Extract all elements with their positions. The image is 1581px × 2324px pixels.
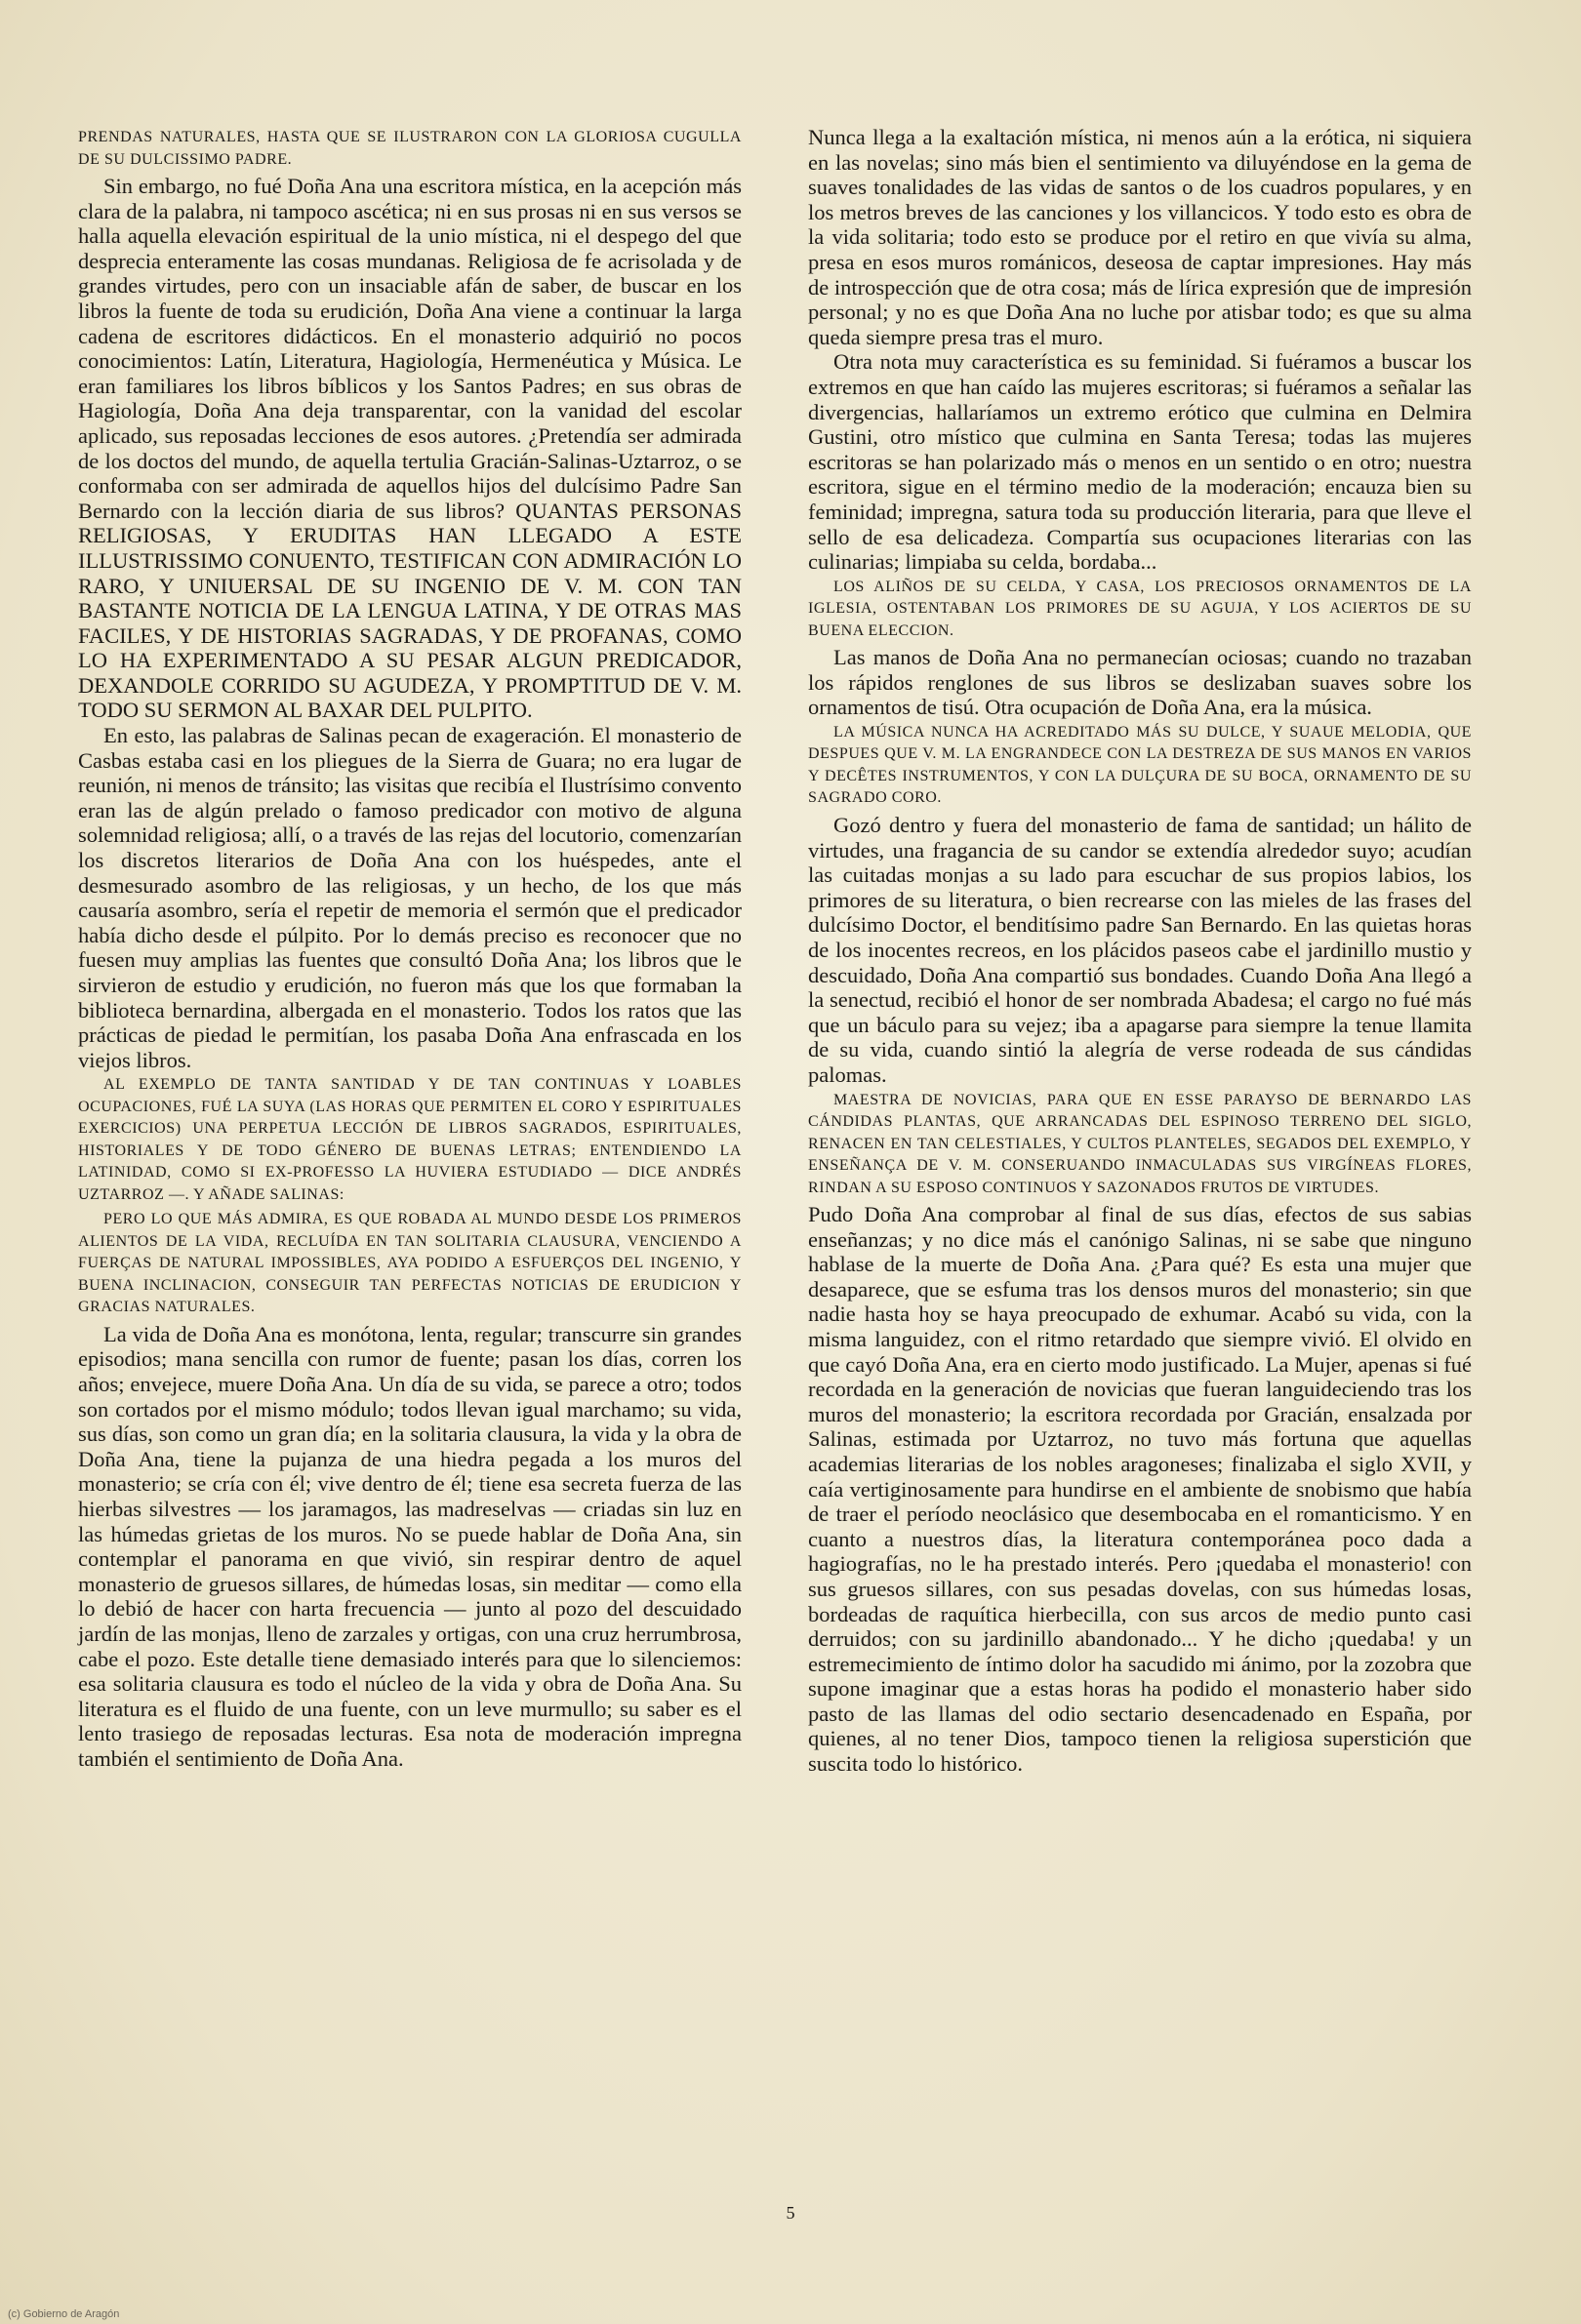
paragraph: Otra nota muy característica es su feminidad. Si fuéramos a buscar los extremos en que han caído las mujeres escritoras; si fuéramos a señalar las divergencias, hallaríamos un extremo erótico que culmina en Delmira Gustini, otro místico que culmina en Santa Teresa; todas las mujeres escritoras se han polarizado más o menos en un sentido o en otro; nuestra escritora, sigue en el término medio de la moderación; encauza bien su feminidad; impregna, satura toda su producción literaria, para que lleve el sello de esa delicadeza. Compartía sus ocupaciones literarias con las culinarias; limpiaba su celda, bordaba... — [808, 349, 1472, 575]
quoted-passage: AL EXEMPLO DE TANTA SANTIDAD Y DE TAN CONTINUAS Y LOABLES OCUPACIONES, FUÉ LA SUYA (LAS HORAS QUE PERMITEN EL CORO Y ESPIRITUALES EXERCICIOS) UNA PERPETUA LECCIÓN DE LIBROS SAGRADOS, ESPIRITUALES, HISTORIALES Y DE TODO GÉNERO DE BUENAS LETRAS; ENTENDIENDO LA LATINIDAD, COMO SI EX-PROFESSO LA HUVIERA ESTUDIADO — DICE ANDRÉS UZTARROZ —. Y AÑADE SALINAS: — [78, 1076, 742, 1203]
right-column — [808, 125, 1472, 1777]
paragraph: En esto, las palabras de Salinas pecan de exageración. El monasterio de Casbas estaba casi en los pliegues de la Sierra de Guara; no era lugar de reunión, ni menos de tránsito; las visitas que recibía el Ilustrísimo convento eran las de algún prelado o famoso predicador con motivo de alguna solemnidad religiosa; allí, o a través de las rejas del locutorio, comenzarían los discretos literarios de Doña Ana con los huéspedes, ante el desmesurado asombro de las religiosas, y un hecho, de los que más causaría asombro, sería el repetir de memoria el sermón que el predicador había dicho desde el púlpito. Por lo demás preciso es reconocer que no fuesen muy amplias las fuentes que consultó Doña Ana; los libros que le sirvieron de estudio y erudición, no fueron más que los que formaban la biblioteca bernardina, albergada en el monasterio. Todos los ratos que las prácticas de piedad le permitían, los pasaba Doña Ana enfrascada en los viejos libros. — [78, 723, 742, 1072]
quoted-passage: LA MÚSICA NUNCA HA ACREDITADO MÁS SU DULCE, Y SUAUE MELODIA, QUE DESPUES QUE V. M. LA ENGRANDECE CON LA DESTREZA DE SUS MANOS EN VARIOS Y DECÊTES INSTRUMENTOS, Y CON LA DULÇURA DE SU BOCA, ORNAMENTO DE SU SAGRADO CORO. — [808, 723, 1472, 807]
copyright-credit: (c) Gobierno de Aragón — [8, 2308, 120, 2320]
paragraph: Las manos de Doña Ana no permanecían ociosas; cuando no trazaban los rápidos renglones de sus libros se deslizaban suaves sobre los ornamentos de tisú. Otra ocupación de Doña Ana, era la música. — [808, 645, 1472, 720]
quoted-passage: PERO LO QUE MÁS ADMIRA, ES QUE ROBADA AL MUNDO DESDE LOS PRIMEROS ALIENTOS DE LA VIDA, RECLUÍDA EN TAN SOLITARIA CLAUSURA, VENCIENDO A FUERÇAS DE NATURAL IMPOSSIBLES, AYA PODIDO A ESFUERÇOS DEL INGENIO, Y BUENA INCLINACION, CONSEGUIR TAN PERFECTAS NOTICIAS DE ERUDICION Y GRACIAS NATURALES. — [78, 1211, 742, 1316]
paragraph: Pudo Doña Ana comprobar al final de sus días, efectos de sus sabias enseñanzas; y no dice más el canónigo Salinas, ni se sabe que ninguno hablase de la muerte de Doña Ana. ¿Para qué? Es esta una mujer que desaparece, que se esfuma tras los densos muros del monasterio; sin que nadie hasta hoy se haya preocupado de exhumar. Acabó su vida, con la misma languidez, con el ritmo retardado que siempre vivió. El olvido en que cayó Doña Ana, era en cierto modo justificado. La Mujer, apenas si fué recordada en la generación de novicias que fueran languideciendo tras los muros del monasterio; la escritora recordada por Gracián, ensalzada por Salinas, estimada por Uztarroz, no tuvo más fortuna que aquellas academias literarias de los nobles aragoneses; finalizaba el siglo XVII, y caía vertiginosamente para hundirse en el ambiente de snobismo que había de traer el período neoclásico que desembocaba en el romanticismo. Y en cuanto a nuestros días, la literatura contemporánea poco dada a hagiografías, no le ha prestado interés. Pero ¡quedaba el monasterio! con sus gruesos sillares, con sus pesadas dovelas, con sus húmedas losas, bordeadas de raquítica hierbecilla, con sus arcos de medio punto casi derruidos; con su jardinillo abandonado... Y he dicho ¡quedaba! y un estremecimiento de íntimo dolor ha sacudido mi ánimo, por la zozobra que supone imaginar que a estas horas ha podido el monasterio haber sido pasto de las llamas del odio sectario desencadenado en España, por quienes, al no tener Dios, tampoco tienen la religiosa superstición que suscita todo lo histórico. — [808, 1202, 1472, 1777]
quoted-passage: LOS ALIÑOS DE SU CELDA, Y CASA, LOS PRECIOSOS ORNAMENTOS DE LA IGLESIA, OSTENTABAN LOS PRIMORES DE SU AGUJA, Y LOS ACIERTOS DE SU BUENA ELECCION. — [808, 578, 1472, 639]
left-column — [78, 125, 742, 1772]
page-number: 5 — [786, 2203, 795, 2223]
quoted-passage: MAESTRA DE NOVICIAS, PARA QUE EN ESSE PARAYSO DE BERNARDO LAS CÁNDIDAS PLANTAS, QUE ARRANCADAS DEL ESPINOSO TERRENO DEL SIGLO, RENACEN EN TAN CELESTIALES, Y CULTOS PLANTELES, SEGADOS DEL EXEMPLO, Y ENSEÑANÇA DE V. M. CONSERUANDO INMACULADAS SUS VIRGÍNEAS FLORES, RINDAN A SU ESPOSO CONTINUOS Y SAZONADOS FRUTOS DE VIRTUDES. — [808, 1091, 1472, 1196]
paragraph: La vida de Doña Ana es monótona, lenta, regular; transcurre sin grandes episodios; mana sencilla con rumor de fuente; pasan los días, corren los años; envejece, muere Doña Ana. Un día de su vida, se parece a otro; todos son cortados por el mismo módulo; todos llevan igual marchamo; su vida, sus días, son como un gran día; en la solitaria clausura, la vida y la obra de Doña Ana, tiene la pujanza de una hiedra pegada a los muros del monasterio; se cría con él; vive dentro de él; tiene esa secreta fuerza de las hierbas silvestres — los jaramagos, las madreselvas — criadas sin luz en las húmedas grietas de los muros. No se puede hablar de Doña Ana, sin contemplar el panorama en que vivió, sin respirar dentro de aquel monasterio de gruesos sillares, de húmedas losas, sin meditar — como ella lo debió de hacer con harta frecuencia — junto al pozo del descuidado jardín de las monjas, lleno de zarzales y ortigas, con una cruz herrumbrosa, cabe el pozo. Este detalle tiene demasiado interés para que lo silenciemos: esa solitaria clausura es todo el núcleo de la vida y obra de Doña Ana. Su literatura es el fluido de una fuente, con un leve murmullo; su saber es el lento trasiego de reposadas lecturas. Esa nota de moderación impregna también el sentimiento de Doña Ana. — [78, 1321, 742, 1771]
quoted-passage: PRENDAS NATURALES, HASTA QUE SE ILUSTRARON CON LA GLORIOSA CUGULLA DE SU DULCISSIMO PADRE. — [78, 129, 742, 168]
paragraph: Sin embargo, no fué Doña Ana una escritora mística, en la acepción más clara de la palabra, ni tampoco ascética; ni en sus prosas ni en sus versos se halla aquella elevación espiritual de la unio mística, ni el despego del que desprecia enteramente las cosas mundanas. Religiosa de fe acrisolada y de grandes virtudes, pero con un insaciable afán de saber, de buscar en los libros la fuente de toda su erudición, Doña Ana viene a continuar la larga cadena de escritores didácticos. En el monasterio adquirió no pocos conocimientos: Latín, Literatura, Hagiología, Hermenéutica y Música. Le eran familiares los libros bíblicos y los Santos Padres; en sus obras de Hagiología, Doña Ana deja transparentar, con la vanidad del escolar aplicado, sus reposadas lecciones de esos autores. ¿Pretendía ser admirada de los doctos del mundo, de aquella tertulia Gracián-Salinas-Uztarroz, o se conformaba con ser admirada de aquellos hijos del dulcísimo Padre San Bernardo con la lección diaria de sus libros? QUANTAS PERSONAS RELIGIOSAS, Y ERUDITAS HAN LLEGADO A ESTE ILLUSTRISSIMO CONUENTO, TESTIFICAN CON ADMIRACIÓN LO RARO, Y UNIUERSAL DE SU INGENIO DE V. M. CON TAN BASTANTE NOTICIA DE LA LENGUA LATINA, Y DE OTRAS MAS FACILES, Y DE HISTORIAS SAGRADAS, Y DE PROFANAS, COMO LO HA EXPERIMENTADO A SU PESAR ALGUN PREDICADOR, DEXANDOLE CORRIDO SU AGUDEZA, Y PROMPTITUD DE V. M. TODO SU SERMON AL BAXAR DEL PULPITO. — [78, 174, 742, 723]
paragraph: Gozó dentro y fuera del monasterio de fama de santidad; un hálito de virtudes, una fragancia de su candor se extendía alrededor suyo; acudían las cuitadas monjas a su lado para escuchar de sus propios labios, los primores de su literatura, o bien recrearse con las mieles de las frases del dulcísimo Doctor, el benditísimo padre San Bernardo. En las quietas horas de los inocentes recreos, en los plácidos paseos cabe el jardinillo mustio y descuidado, Doña Ana compartió sus bondades. Cuando Doña Ana llegó a la senectud, recibió el honor de ser nombrada Abadesa; el cargo no fué más que un báculo para su vejez; iba a apagarse para siempre la tenue llamita de su vida, cuando sintió la alegría de verse rodeada de sus cándidas palomas. — [808, 812, 1472, 1087]
paragraph: Nunca llega a la exaltación mística, ni menos aún a la erótica, ni siquiera en las novelas; sino más bien el sentimiento va diluyéndose en la gema de suaves tonalidades de las vidas de santos o de los cuadros populares, y en los metros breves de las canciones y los villancicos. Y todo esto es obra de la vida solitaria; todo esto se produce por el retiro en que vivía su alma, presa en esos muros románicos, deseosa de captar impresiones. Hay más de introspección que de otra cosa; más de lírica expresión que de impresión personal; y no es que Doña Ana no luche por atisbar todo; es que su alma queda siempre presa tras el muro. — [808, 125, 1472, 349]
